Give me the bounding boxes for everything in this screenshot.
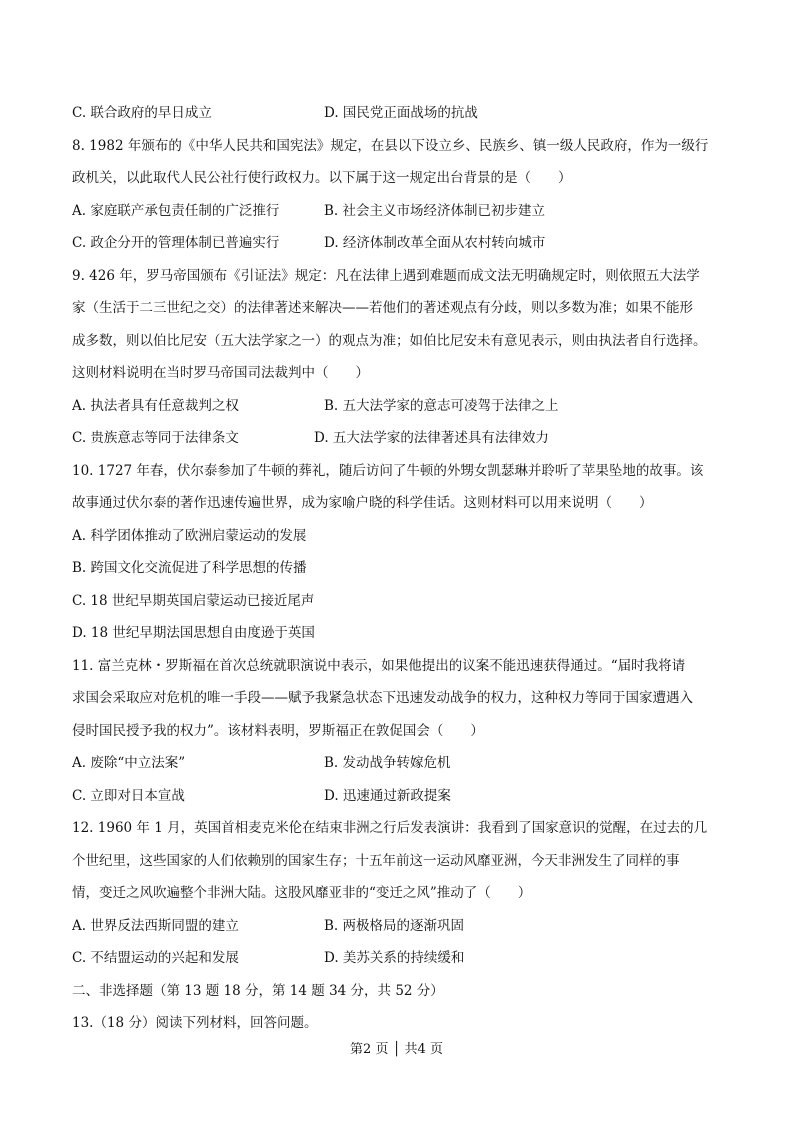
- q9-option-a: A. 执法者具有任意裁判之权: [72, 397, 239, 414]
- q8-options-cd: [72, 227, 724, 260]
- q12-option-b: B. 两极格局的逐渐巩固: [324, 917, 465, 934]
- q10-stem-line-1: 10. 1727 年春，伏尔泰参加了牛顿的葬礼，随后访问了牛顿的外甥女凯瑟琳并聆听了苹果坠地的故事。该: [72, 462, 704, 479]
- q8-options-ab: [72, 195, 724, 228]
- document-body: [72, 97, 724, 1040]
- q9-options-ab: [72, 390, 724, 423]
- q11-option-d: D. 迅速通过新政提案: [324, 787, 451, 804]
- q10-option-d: D. 18 世纪早期法国思想自由度逊于英国: [72, 625, 315, 641]
- q12-option-c: C. 不结盟运动的兴起和发展: [72, 950, 239, 966]
- q8-option-c: C. 政企分开的管理体制已普遍实行: [72, 235, 280, 251]
- q11-stem-line-2: 求国会采取应对危机的唯一手段——赋予我紧急状态下迅速发动战争的权力，这种权力等同于国家遭遇入: [72, 690, 693, 706]
- page-footer: 第2 页 │ 共4 页: [350, 1042, 443, 1057]
- q7-options-cd: [72, 97, 724, 130]
- q11-options-ab: [72, 747, 724, 780]
- section-heading: 二、非选择题（第 13 题 18 分，第 14 题 34 分，共 52 分）: [72, 982, 444, 999]
- q9-stem-line-2: 家（生活于二三世纪之交）的法律著述来解决——若他们的著述观点有分歧，则以多数为准；如果不能形: [72, 300, 693, 316]
- q10-option-c: C. 18 世纪早期英国启蒙运动已接近尾声: [72, 592, 315, 609]
- q11-options-cd: [72, 780, 724, 813]
- q8-option-d: D. 经济体制改革全面从农村转向城市: [324, 235, 546, 251]
- q12-stem-line-1: 12. 1960 年 1 月，英国首相麦克米伦在结束非洲之行后发表演讲：我看到了国家意识的觉醒，在过去的几: [72, 820, 708, 836]
- q7-option-d: D. 国民党正面战场的抗战: [324, 105, 478, 121]
- q12-options-cd: [72, 942, 724, 975]
- q11-stem-line-1: 11. 富兰克林・罗斯福在首次总统就职演说中表示，如果他提出的议案不能迅速获得通过。“届时我将请: [72, 657, 686, 674]
- q9-option-d: D. 五大法学家的法律著述具有法律效力: [314, 430, 549, 446]
- q11-option-a: A. 废除“中立法案”: [72, 755, 186, 771]
- q8-option-a: A. 家庭联产承包责任制的广泛推行: [72, 202, 280, 219]
- q9-stem-line-1: 9. 426 年，罗马帝国颁布《引证法》规定：凡在法律上遇到难题而成文法无明确规定时，则依照五大法学: [72, 267, 700, 284]
- q10-option-b: B. 跨国文化交流促进了科学思想的传播: [72, 560, 307, 576]
- q12-options-ab: [72, 910, 724, 943]
- q10-stem-line-2: 故事通过伏尔泰的著作迅速传遍世界，成为家喻户晓的科学佳话。这则材料可以用来说明（ ）: [72, 495, 653, 511]
- q8-option-b: B. 社会主义市场经济体制已初步建立: [324, 202, 546, 219]
- q12-option-d: D. 美苏关系的持续缓和: [324, 950, 465, 966]
- q9-option-b: B. 五大法学家的意志可凌驾于法律之上: [324, 397, 559, 414]
- q7-option-c: C. 联合政府的早日成立: [72, 105, 212, 121]
- q13-prompt: 13.（18 分）阅读下列材料，回答问题。: [72, 1015, 318, 1031]
- q11-stem-line-3: 侵时国民授予我的权力”。该材料表明，罗斯福正在敦促国会（ ）: [72, 722, 484, 739]
- q11-option-c: C. 立即对日本宣战: [72, 787, 185, 804]
- q8-stem-line-2: 政机关，以此取代人民公社行使行政权力。以下属于这一规定出台背景的是（ ）: [72, 170, 572, 186]
- q12-stem-line-3: 情，变迁之风吹遍整个非洲大陆。这股风靡亚非的“变迁之风”推动了（ ）: [72, 885, 532, 901]
- q12-option-a: A. 世界反法西斯同盟的建立: [72, 917, 239, 934]
- q9-options-cd: [72, 422, 724, 455]
- q12-stem-line-2: 个世纪里，这些国家的人们依赖别的国家生存；十五年前这一运动风靡亚洲，今天非洲发生了同样的事: [72, 852, 680, 869]
- q10-option-a: A. 科学团体推动了欧洲启蒙运动的发展: [72, 527, 307, 544]
- q11-option-b: B. 发动战争转嫁危机: [324, 755, 451, 771]
- q9-stem-line-4: 这则材料说明在当时罗马帝国司法裁判中（ ）: [72, 365, 369, 381]
- q9-option-c: C. 贵族意志等同于法律条文: [72, 430, 239, 446]
- q8-stem-line-1: 8. 1982 年颁布的《中华人民共和国宪法》规定，在县以下设立乡、民族乡、镇一级人民政府，作为一级行: [72, 137, 709, 154]
- q9-stem-line-3: 成多数，则以伯比尼安（五大法学家之一）的观点为准；如伯比尼安未有意见表示，则由执法者自行选择。: [72, 332, 707, 349]
